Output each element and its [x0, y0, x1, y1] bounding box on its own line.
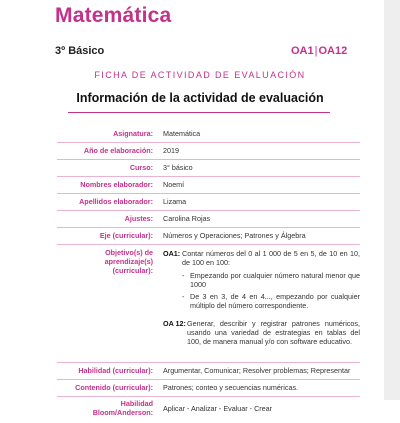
- value-nombres: Noemí: [163, 180, 185, 189]
- document-header: [55, 4, 355, 64]
- row-curso: [57, 160, 360, 177]
- oa1-bullet-1-text: Empezando por cualquier número natural menor que 1000: [190, 271, 360, 289]
- value-bloom: Aplicar - Analizar - Evaluar - Crear: [163, 404, 273, 413]
- oa-code-1: OA1: [291, 45, 314, 57]
- label-ajustes: Ajustes:: [124, 214, 153, 223]
- label-eje: Eje (curricular):: [99, 231, 153, 240]
- value-anio: 2019: [163, 146, 179, 155]
- row-apellidos: [57, 194, 360, 211]
- row-asignatura: [57, 126, 360, 143]
- value-habilidad: Argumentar, Comunicar; Resolver problemas; Representar: [163, 366, 351, 375]
- label-objetivos-1: Objetivo(s) de: [105, 248, 153, 257]
- value-contenido: Patrones; conteo y secuencias numéricas.: [163, 383, 299, 392]
- row-contenido: [57, 380, 360, 397]
- form-title: FICHA DE ACTIVIDAD DE EVALUACIÓN: [94, 70, 306, 80]
- row-bloom: [57, 397, 360, 423]
- label-contenido: Contenido (curricular):: [75, 383, 153, 392]
- oa1-bullet-2-text: De 3 en 3, de 4 en 4..., empezando por cualquier múltiplo del número correspondiente.: [190, 292, 360, 310]
- value-eje: Números y Operaciones; Patrones y Álgebra: [163, 231, 306, 240]
- row-habilidad: [57, 363, 360, 380]
- row-ajustes: [57, 211, 360, 228]
- row-anio: [57, 143, 360, 160]
- value-apellidos: Lizama: [163, 197, 187, 206]
- oa1-text: Contar números del 0 al 1 000 de 5 en 5, de 10 en 10, de 100 en 100:: [182, 249, 360, 267]
- value-asignatura: Matemática: [163, 129, 201, 138]
- oa12-code: OA 12:: [163, 319, 186, 328]
- row-eje: [57, 228, 360, 245]
- label-anio: Año de elaboración:: [83, 146, 153, 155]
- section-title: Información de la actividad de evaluación: [76, 91, 324, 105]
- label-objetivos-3: (curricular):: [112, 266, 153, 275]
- label-bloom-1: Habilidad: [120, 399, 153, 408]
- oa1-bullet-2: [182, 292, 360, 310]
- row-nombres: [57, 177, 360, 194]
- oa12-text: Generar, describir y registrar patrones numéricos, usando una variedad de estrategias en tablas del 100, de manera manual y/o con software educativo.: [187, 319, 360, 346]
- oa-separator: |: [314, 45, 318, 57]
- oa-codes: [291, 45, 347, 57]
- label-apellidos: Apellidos elaborador:: [79, 197, 153, 206]
- label-asignatura: Asignatura:: [113, 129, 153, 138]
- label-objetivos-2: aprendizaje(s): [104, 257, 153, 266]
- title-underline: [68, 112, 330, 113]
- value-ajustes: Carolina Rojas: [163, 214, 211, 223]
- label-bloom-2: Bloom/Anderson:: [92, 408, 153, 417]
- label-nombres: Nombres elaborador:: [80, 180, 153, 189]
- label-curso: Curso:: [129, 163, 153, 172]
- page-side-strip: [384, 0, 400, 400]
- row-objetivos: [57, 245, 360, 363]
- oa-code-2: OA12: [318, 45, 348, 57]
- bullet-dash: -: [182, 271, 185, 280]
- subject-title: Matemática: [55, 4, 172, 27]
- value-curso: 3° básico: [163, 163, 193, 172]
- grade-label: 3º Básico: [55, 45, 105, 57]
- info-table: [57, 126, 360, 423]
- oa1-bullet-1: [182, 271, 360, 289]
- oa1-code: OA1:: [163, 249, 181, 258]
- label-habilidad: Habilidad (curricular):: [78, 366, 153, 375]
- objectives-content: [163, 249, 360, 359]
- bullet-dash: -: [182, 292, 185, 301]
